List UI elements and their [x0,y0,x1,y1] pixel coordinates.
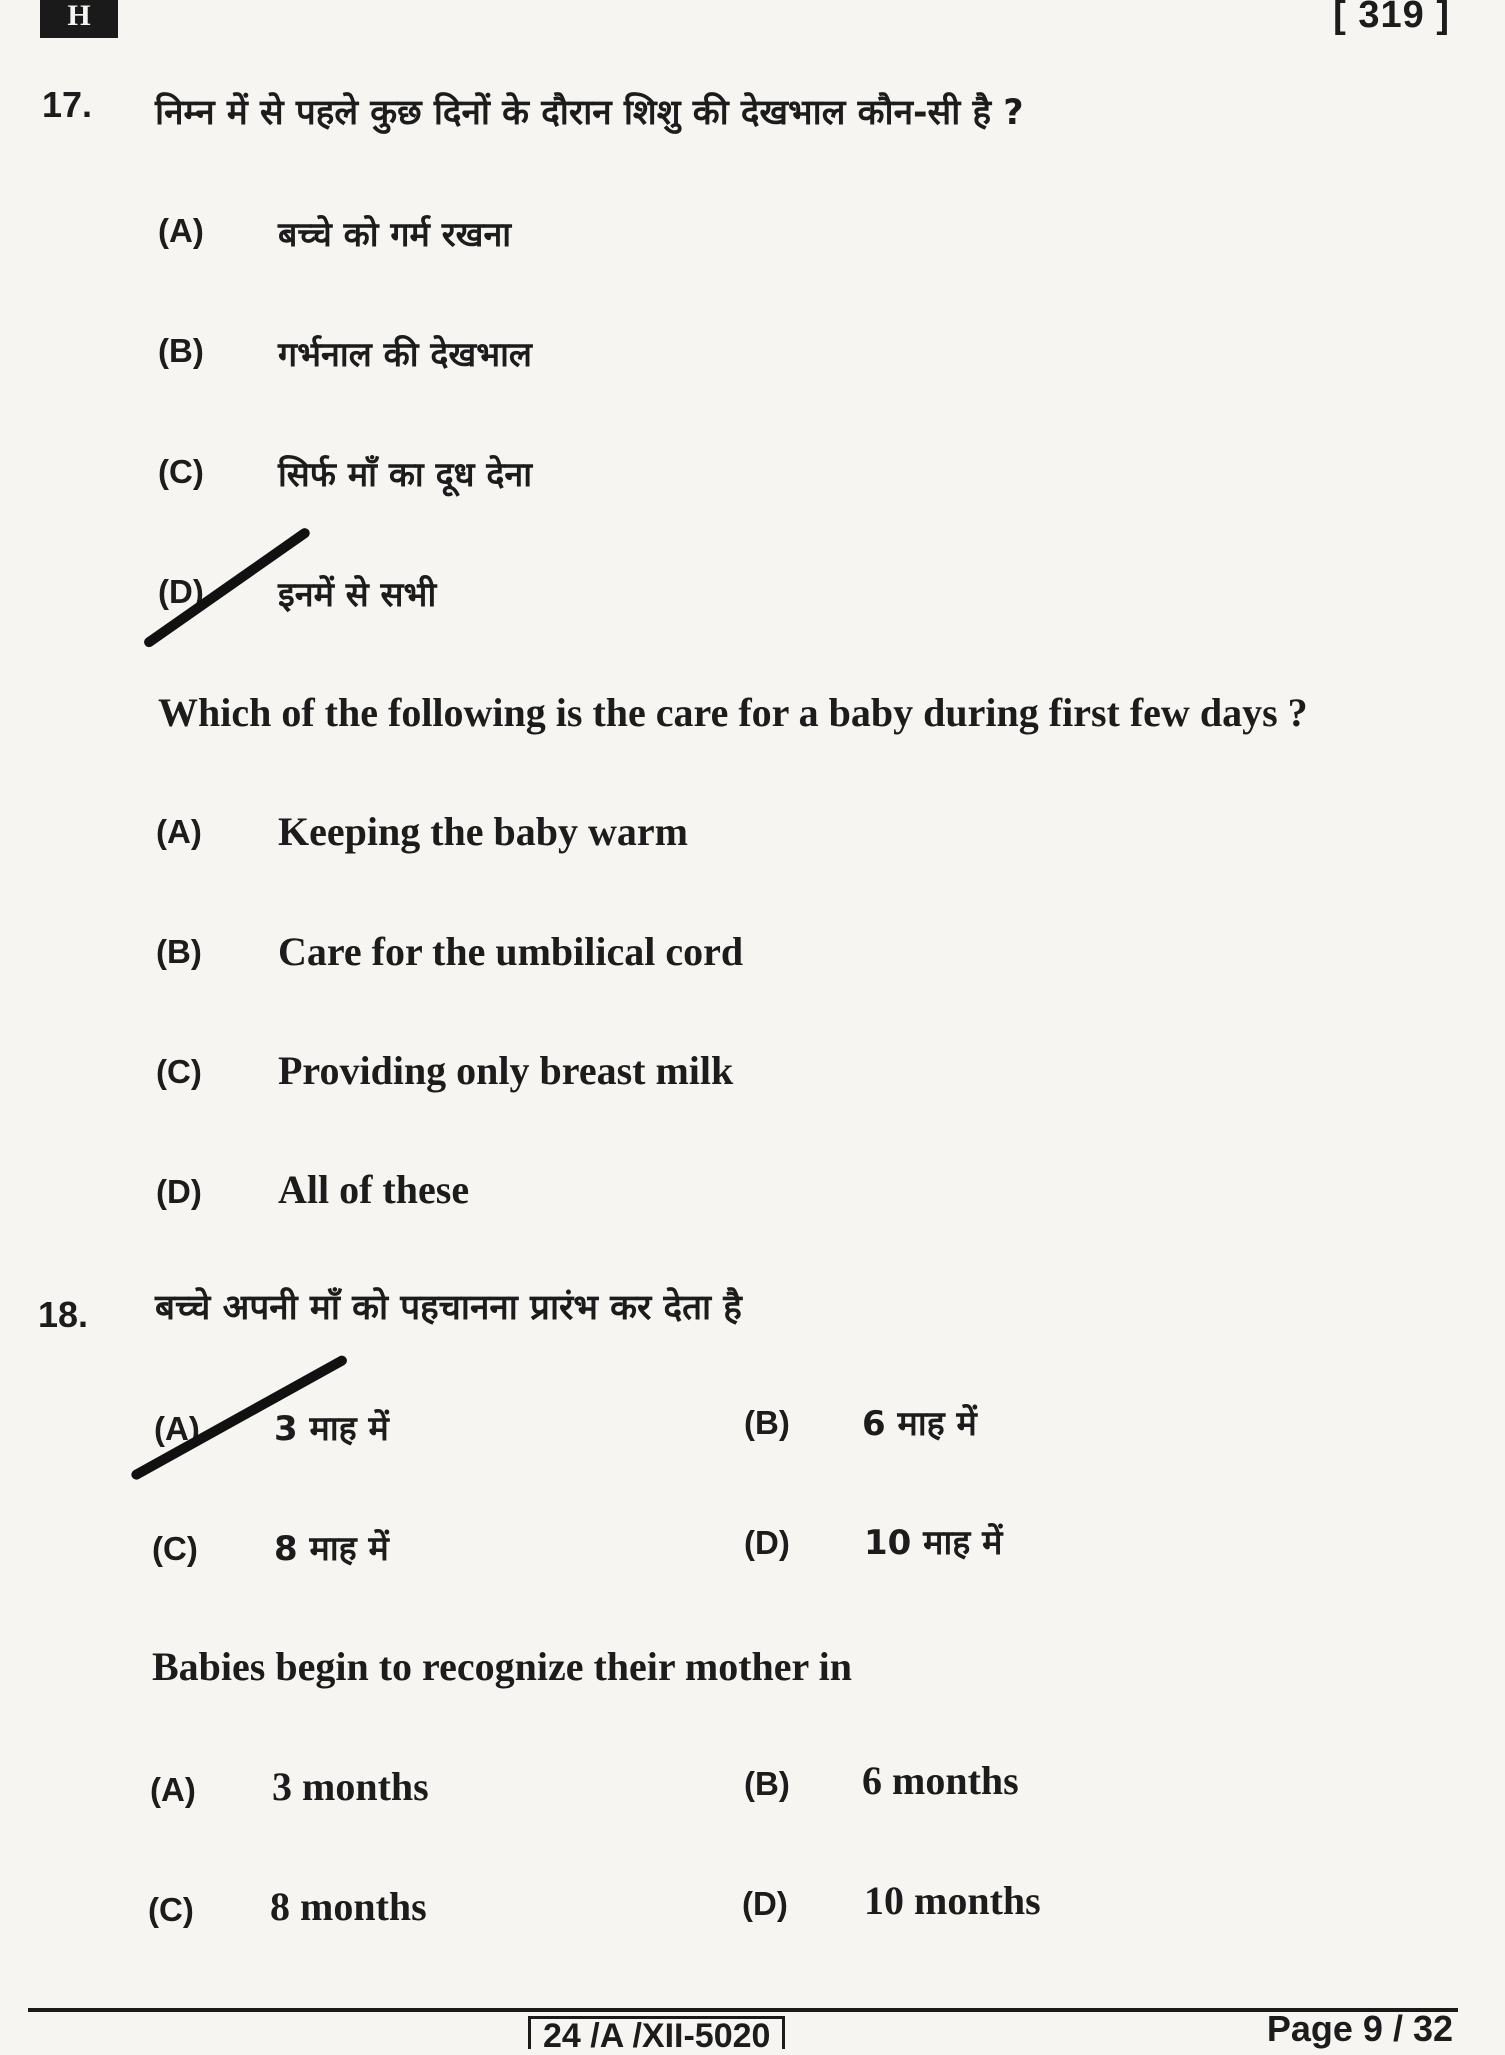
footer-rule [28,2008,1458,2012]
question-stem-english: Which of the following is the care for a baby during first few days ? [158,690,1308,735]
option-text-hindi: बच्चे को गर्म रखना [278,215,512,255]
option-letter: (B) [744,1404,790,1441]
option-letter: (D) [158,573,204,610]
option-text-english: Care for the umbilical cord [278,929,744,974]
option-letter: (D) [156,1173,202,1210]
option-text-hindi: 8 माह में [274,1529,389,1569]
option-text-english: 8 months [270,1884,427,1929]
option-text-hindi: सिर्फ माँ का दूध देना [278,455,533,495]
option-text-english: 3 months [272,1764,429,1809]
paper-code: [ 319 ] [1333,0,1450,36]
question-stem-english: Babies begin to recognize their mother in [152,1644,852,1689]
option-text-english: Keeping the baby warm [278,809,688,854]
booklet-code: 24 /A /XII-5020 [528,2016,785,2049]
set-badge: H [40,0,118,38]
option-letter: (D) [744,1524,790,1561]
option-text-english: All of these [278,1167,470,1212]
option-letter: (B) [744,1765,790,1802]
question-stem-hindi: बच्चे अपनी माँ को पहचानना प्रारंभ कर देता है [155,1288,742,1328]
option-text-english: Providing only breast milk [278,1048,734,1093]
option-letter: (C) [148,1891,194,1928]
option-letter: (A) [154,1410,200,1447]
option-letter: (D) [742,1885,788,1922]
option-letter: (C) [156,1053,202,1090]
question-number: 17. [42,84,93,125]
option-text-hindi: 10 माह में [864,1523,1003,1563]
option-text-hindi: 3 माह में [274,1409,389,1449]
option-text-hindi: इनमें से सभी [278,575,437,615]
option-letter: (C) [158,453,204,490]
option-text-hindi: 6 माह में [862,1404,977,1444]
option-letter: (C) [152,1530,198,1567]
option-letter: (B) [158,332,204,369]
option-letter: (A) [156,813,202,850]
question-number: 18. [38,1294,89,1335]
page-number: Page 9 / 32 [1266,2008,1453,2049]
option-letter: (A) [158,212,204,249]
question-stem-hindi: निम्न में से पहले कुछ दिनों के दौरान शिशु की देखभाल कौन-सी है ? [155,93,1024,133]
option-text-english: 6 months [862,1758,1019,1803]
option-text-english: 10 months [864,1878,1041,1923]
option-text-hindi: गर्भनाल की देखभाल [278,335,532,375]
option-letter: (B) [156,933,202,970]
option-letter: (A) [150,1771,196,1808]
